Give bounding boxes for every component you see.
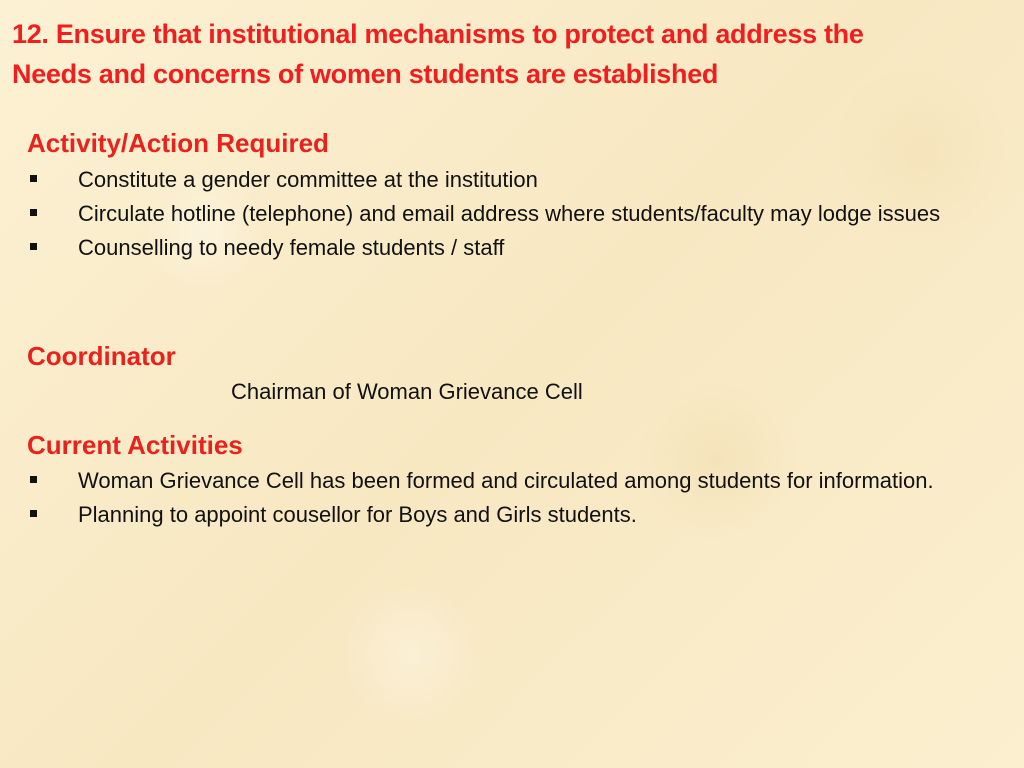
square-bullet-icon [30, 175, 37, 182]
list-item [27, 464, 989, 498]
current-activities-list [27, 464, 989, 532]
square-bullet-icon [30, 476, 37, 483]
list-item-text: Planning to appoint cousellor for Boys and Girls students. [78, 502, 637, 527]
list-item-text: Constitute a gender committee at the institution [78, 167, 538, 192]
activity-list [27, 163, 989, 265]
activity-heading: Activity/Action Required [27, 128, 329, 158]
slide-title-line-2: Needs and concerns of women students are established [12, 59, 719, 89]
list-item-text: Woman Grievance Cell has been formed and circulated among students for information. [78, 468, 934, 493]
square-bullet-icon [30, 209, 37, 216]
slide-title-line-1: 12. Ensure that institutional mechanisms to protect and address the [12, 19, 864, 49]
square-bullet-icon [30, 243, 37, 250]
list-item [27, 231, 989, 265]
current-activities-heading: Current Activities [27, 430, 243, 460]
list-item-text: Counselling to needy female students / staff [78, 235, 505, 260]
list-item-text: Circulate hotline (telephone) and email address where students/faculty may lodge issues [78, 201, 941, 226]
list-item [27, 197, 989, 231]
coordinator-name: Chairman of Woman Grievance Cell [231, 379, 583, 404]
square-bullet-icon [30, 510, 37, 517]
list-item [27, 163, 989, 197]
slide-title [12, 14, 1012, 94]
coordinator-heading: Coordinator [27, 341, 176, 371]
list-item [27, 498, 989, 532]
